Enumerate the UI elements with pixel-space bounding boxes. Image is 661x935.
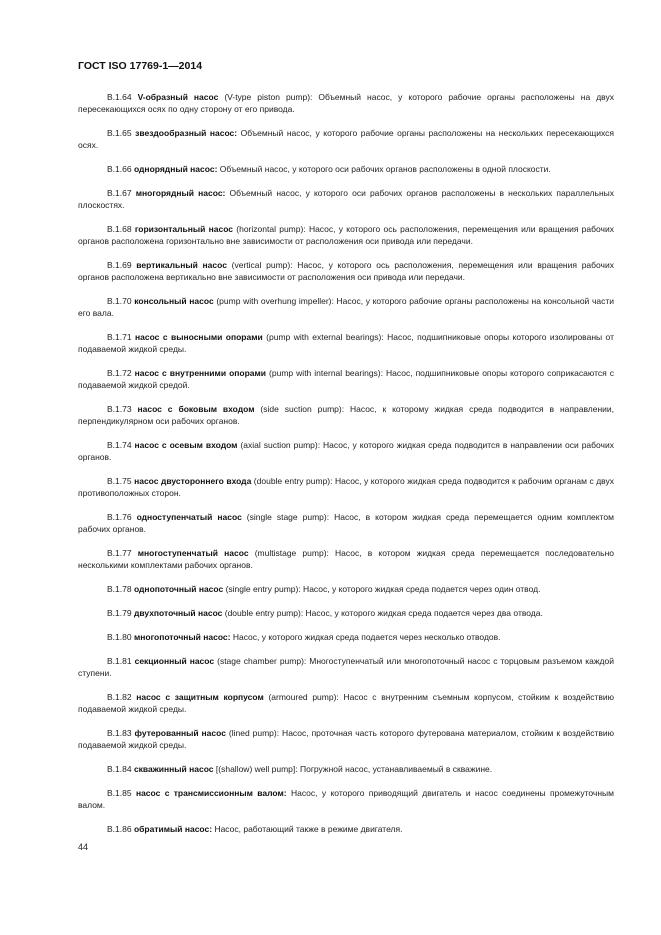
entry-term: обратимый насос: xyxy=(133,824,213,834)
entry-number: В.1.76 xyxy=(107,512,132,522)
entry-term: насос с внутренними опорами xyxy=(134,368,267,378)
entry-text: (double entry pump): Насос, у которого жидкая среда подводится к рабочим органам с двух противоположных сторон. xyxy=(78,476,614,498)
definition-entry xyxy=(78,607,614,619)
entry-number: В.1.65 xyxy=(107,128,132,138)
entry-number: В.1.81 xyxy=(107,656,132,666)
entry-term: двухпоточный насос xyxy=(133,608,223,618)
entry-term: футерованный насос xyxy=(134,728,226,738)
entry-number: В.1.72 xyxy=(107,368,132,378)
entry-text: (V-type piston pump): Объемный насос, у которого рабочие органы расположены на двух пересекающихся осях по одну сторону от его привода. xyxy=(78,92,614,114)
entry-text: Объемный насос, у которого оси рабочих органов расположены в одной плоскости. xyxy=(217,164,551,174)
entry-text: (side suction pump): Насос, к которому жидкая среда подводится в направлении, перпендикулярном оси рабочих органов. xyxy=(78,404,615,426)
page-number: 44 xyxy=(78,842,89,852)
entry-number: В.1.86 xyxy=(107,824,132,834)
definition-entry xyxy=(78,691,614,715)
entry-number: В.1.71 xyxy=(107,332,132,342)
entry-number: В.1.74 xyxy=(107,440,132,450)
definition-entry xyxy=(78,631,614,643)
entry-number: В.1.64 xyxy=(107,92,132,102)
entry-number: В.1.70 xyxy=(107,296,132,306)
definition-entry xyxy=(78,259,614,283)
entry-text: (armoured pump): Насос с внутренним съемным корпусом, стойким к воздействию подаваемой жидкой среды. xyxy=(78,692,615,714)
entry-term: секционный насос xyxy=(134,656,215,666)
entry-term: консольный насос xyxy=(134,296,214,306)
definition-entry xyxy=(78,403,614,427)
entry-number: В.1.66 xyxy=(107,164,132,174)
definition-entry xyxy=(78,295,614,319)
entry-number: В.1.68 xyxy=(107,224,132,234)
entry-text: (pump with external bearings): Насос, подшипниковые опоры которого изолированы от подаваемой жидкой среды. xyxy=(78,332,614,354)
definition-entry xyxy=(78,475,614,499)
definition-entry xyxy=(78,163,614,175)
definition-entry xyxy=(78,655,614,679)
entry-term: одноступенчатый насос xyxy=(136,512,242,522)
entry-text: (stage chamber pump): Многоступенчатый или многопоточный насос с торцовым разъемом каждой ступени. xyxy=(78,656,614,678)
entry-term: многорядный насос: xyxy=(135,188,226,198)
entry-term: V-образный насос xyxy=(137,92,219,102)
definition-entry xyxy=(78,583,614,595)
entry-text: (double entry pump): Насос, у которого жидкая среда подается через два отвода. xyxy=(222,608,543,618)
entry-number: В.1.82 xyxy=(107,692,132,702)
entry-text: (single stage pump): Насос, в котором жидкая среда перемещается одним комплектом рабочих органов. xyxy=(78,512,614,534)
entry-text: Объемный насос, у которого рабочие органы расположены на нескольких пересекающихся осях. xyxy=(78,128,614,150)
entry-text: (pump with internal bearings): Насос, подшипниковые опоры которого соприкасаются с подаваемой жидкой средой. xyxy=(78,368,614,390)
entry-number: В.1.79 xyxy=(107,608,132,618)
definitions-list xyxy=(78,91,614,847)
entry-term: насос с трансмиссионным валом: xyxy=(135,788,287,798)
entry-number: В.1.67 xyxy=(107,188,132,198)
entry-text: (pump with overhung impeller): Насос, у которого рабочие органы расположены на консольной части его вала. xyxy=(78,296,614,318)
entry-term: вертикальный насос xyxy=(136,260,227,270)
entry-text: [(shallow) well pump]: Погружной насос, устанавливаемый в скважине. xyxy=(213,764,493,774)
entry-number: В.1.77 xyxy=(107,548,132,558)
entry-term: однорядный насос: xyxy=(133,164,218,174)
entry-term: насос двустороннего входа xyxy=(134,476,252,486)
entry-term: насос с защитным корпусом xyxy=(136,692,264,702)
definition-entry xyxy=(78,367,614,391)
entry-text: (single entry pump): Насос, у которого жидкая среда подается через один отвод. xyxy=(223,584,541,594)
entry-text: (lined pump): Насос, проточная часть которого футерована материалом, стойким к воздействию подаваемой жидкой среды. xyxy=(78,728,614,750)
entry-number: В.1.75 xyxy=(107,476,132,486)
entry-text: (axial suction pump): Насос, у которого жидкая среда подводится в направлении оси рабочих органов. xyxy=(78,440,614,462)
entry-number: В.1.84 xyxy=(107,764,132,774)
definition-entry xyxy=(78,511,614,535)
entry-text: Насос, у которого жидкая среда подается через несколько отводов. xyxy=(230,632,501,642)
definition-entry xyxy=(78,547,614,571)
definition-entry xyxy=(78,91,614,115)
definition-entry xyxy=(78,727,614,751)
definition-entry xyxy=(78,439,614,463)
entry-text: (horizontal pump): Насос, у которого ось расположения, перемещения или вращения рабочих органов расположена горизонтально вне зависимости от расположения оси привода или передачи. xyxy=(78,224,614,246)
entry-term: многоступенчатый насос xyxy=(137,548,249,558)
document-header: ГОСТ ISO 17769-1—2014 xyxy=(78,60,203,72)
entry-term: многопоточный насос: xyxy=(133,632,231,642)
entry-text: Насос, у которого приводящий двигатель и насос соединены промежуточным валом. xyxy=(78,788,614,810)
entry-term: горизонтальный насос xyxy=(134,224,234,234)
entry-text: (vertical pump): Насос, у которого ось расположения, перемещения или вращения рабочих органов расположена вертикально вне зависимости от расположения оси привода или передачи. xyxy=(78,260,614,282)
entry-number: В.1.69 xyxy=(107,260,132,270)
entry-number: В.1.80 xyxy=(107,632,132,642)
entry-text: (multistage pump): Насос, в котором жидкая среда перемещается последовательно несколькими комплектами рабочих органов. xyxy=(78,548,614,570)
entry-term: насос с осевым входом xyxy=(134,440,238,450)
definition-entry xyxy=(78,331,614,355)
definition-entry xyxy=(78,763,614,775)
definition-entry xyxy=(78,787,614,811)
definition-entry xyxy=(78,187,614,211)
definition-entry xyxy=(78,823,614,835)
entry-text: Насос, работающий также в режиме двигателя. xyxy=(212,824,403,834)
entry-number: В.1.83 xyxy=(107,728,132,738)
entry-term: насос с выносными опорами xyxy=(135,332,263,342)
definition-entry xyxy=(78,223,614,247)
entry-term: звездообразный насос: xyxy=(135,128,238,138)
entry-number: В.1.78 xyxy=(107,584,132,594)
entry-term: однопоточный насос xyxy=(133,584,224,594)
entry-text: Объемный насос, у которого оси рабочих органов расположены в нескольких параллельных плоскостях. xyxy=(78,188,614,210)
definition-entry xyxy=(78,127,614,151)
entry-term: скважинный насос xyxy=(133,764,214,774)
entry-number: В.1.73 xyxy=(107,404,132,414)
entry-number: В.1.85 xyxy=(107,788,132,798)
entry-term: насос с боковым входом xyxy=(137,404,255,414)
